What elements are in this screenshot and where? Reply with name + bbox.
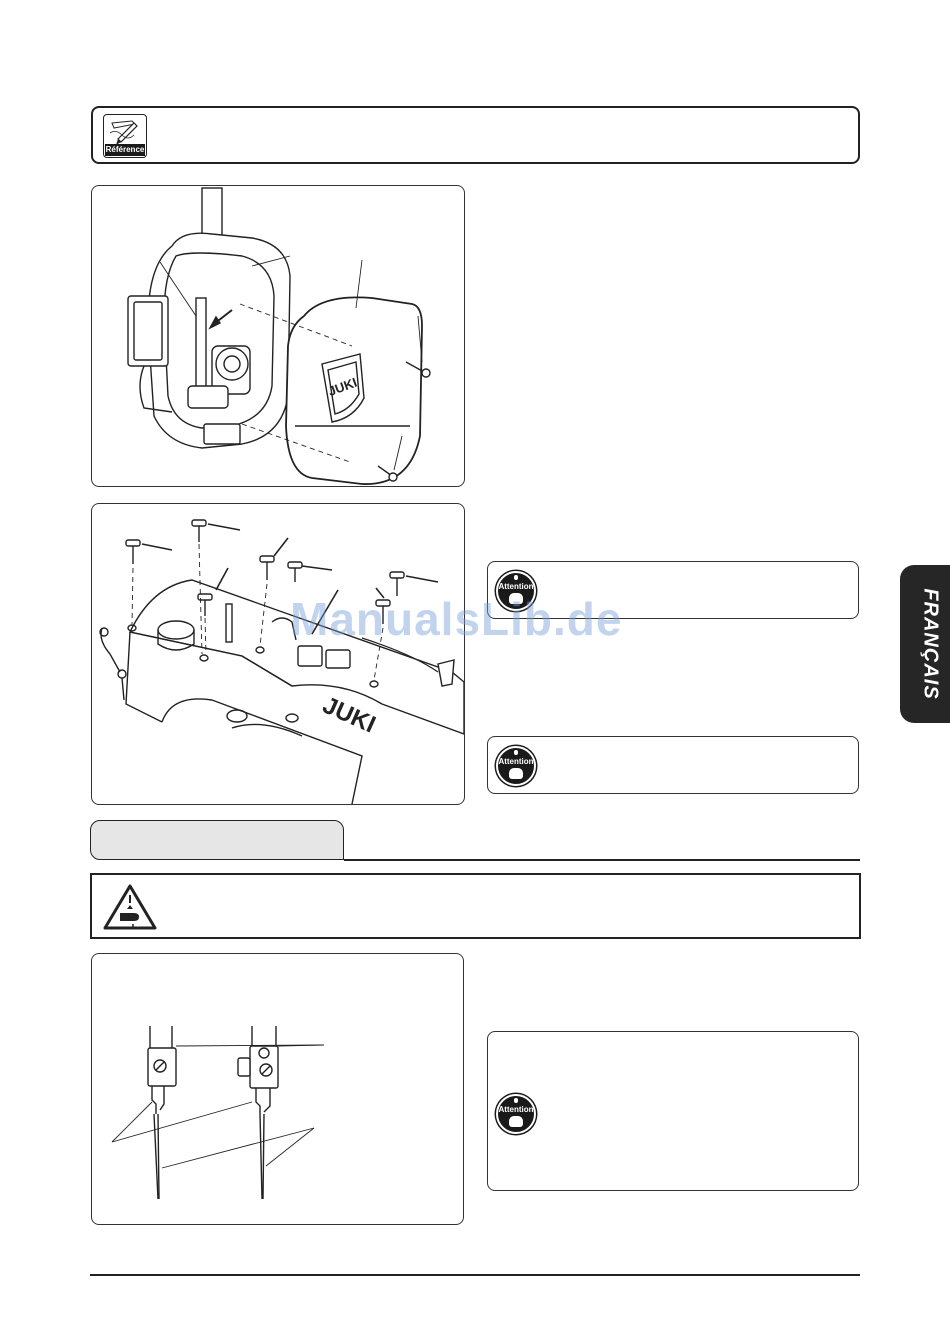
footer-rule (90, 1274, 860, 1276)
reference-note-box (91, 106, 860, 164)
section-rule (344, 859, 860, 861)
attention-box-3 (487, 1031, 859, 1191)
caution-hand-icon (102, 883, 158, 931)
face-plate-logo: JUKI (325, 374, 359, 399)
attention-icon-label: Attention (498, 757, 534, 766)
reference-icon-label: Référence (105, 145, 145, 154)
needles-drawing (92, 954, 463, 1224)
figure-face-plate (91, 185, 465, 487)
attention-icon (496, 746, 536, 786)
attention-icon (496, 1094, 536, 1134)
caution-box (90, 873, 861, 939)
figure-needles (91, 953, 464, 1225)
reference-icon (103, 114, 147, 158)
attention-icon-label: Attention (498, 1105, 534, 1114)
attention-icon-label: Attention (498, 582, 534, 591)
watermark: ManualsLib.de (290, 593, 623, 645)
language-side-tab (900, 565, 950, 723)
language-side-tab-label: FRANÇAIS (919, 588, 942, 700)
attention-box-2 (487, 736, 859, 794)
bed-screws-drawing (92, 504, 464, 804)
figure-bed-screws (91, 503, 465, 805)
bed-logo: JUKI (318, 691, 380, 739)
face-plate-drawing (92, 186, 464, 486)
section-header-tab (90, 820, 344, 860)
